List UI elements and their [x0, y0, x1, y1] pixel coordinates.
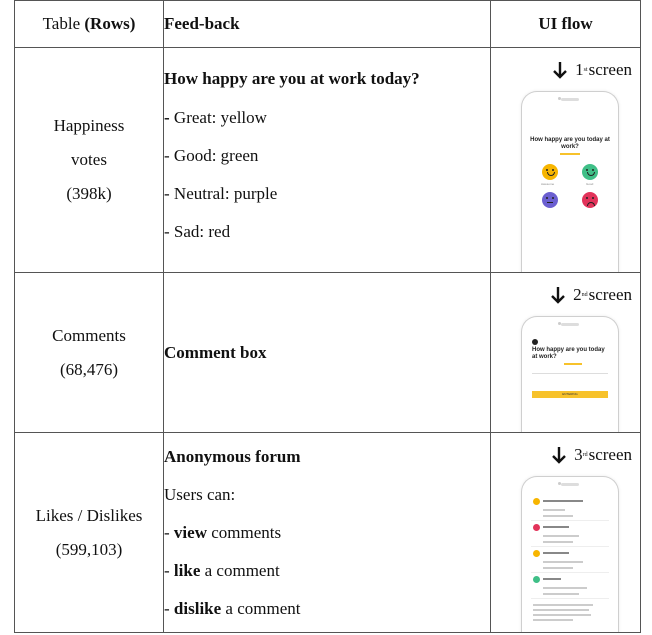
- table-row: [15, 433, 641, 633]
- row-name-line: (599,103): [55, 539, 123, 559]
- screen-label: 1 st screen: [553, 60, 632, 80]
- good-face-icon: [582, 164, 598, 180]
- great-face-icon: [542, 164, 558, 180]
- row-name: [15, 273, 164, 433]
- ui-flow-cell: [491, 433, 641, 633]
- phone-question: How happy are you today at work?: [530, 137, 610, 150]
- feedback-title: How happy are you at work today?: [164, 69, 420, 88]
- row-name-line: Likes / Dislikes: [35, 505, 143, 525]
- row-name-line: (398k): [66, 184, 112, 203]
- arrow-down-icon: [552, 446, 566, 464]
- feedback-item: - Sad: red: [164, 222, 231, 241]
- feedback-item: - like a comment: [164, 560, 280, 580]
- forum-post: [531, 575, 609, 597]
- arrow-down-icon: [553, 61, 567, 79]
- feedback-title: Comment box: [164, 342, 267, 362]
- row-name: [15, 433, 164, 633]
- ui-flow-cell: [491, 48, 641, 273]
- face-label: Good: [586, 182, 594, 186]
- feedback-item: - Neutral: purple: [164, 184, 278, 203]
- screen-label: 2 nd screen: [551, 285, 632, 305]
- enter-button: ENTERING: [532, 391, 608, 398]
- avatar: [532, 339, 538, 345]
- header-row: [15, 1, 641, 48]
- feedback-item: - dislike a comment: [164, 598, 301, 618]
- screen-label: 3 rd screen: [552, 445, 632, 465]
- forum-post: [531, 549, 609, 571]
- forum-post: [531, 601, 609, 623]
- neutral-face-icon: [542, 192, 558, 208]
- phone-question: How happy are you today at work?: [532, 347, 605, 360]
- ui-flow-cell: [491, 273, 641, 433]
- feedback-cell: [164, 433, 491, 633]
- phone-mockup-1: [521, 91, 619, 273]
- row-name-line: votes: [71, 150, 107, 169]
- feedback-table: [14, 0, 641, 633]
- feedback-item: - view comments: [164, 522, 282, 542]
- sad-face-icon: [582, 192, 598, 208]
- row-name-line: Happiness: [53, 116, 125, 135]
- header-table-rows: Table (Rows): [15, 1, 164, 48]
- forum-post: [531, 497, 609, 519]
- row-name-line: (68,476): [59, 359, 119, 379]
- feedback-intro: Users can:: [164, 484, 236, 504]
- row-name: [15, 48, 164, 273]
- row-name-line: Comments: [52, 325, 126, 345]
- feedback-item: - Great: yellow: [164, 108, 267, 127]
- forum-post: [531, 523, 609, 545]
- feedback-item: - Good: green: [164, 146, 259, 165]
- feedback-cell: [164, 273, 491, 433]
- feedback-cell: [164, 48, 491, 273]
- table-row: [15, 48, 641, 273]
- feedback-title: Anonymous forum: [164, 446, 301, 466]
- phone-mockup-2: [521, 316, 619, 433]
- face-label: Awesome: [541, 182, 555, 186]
- phone-mockup-3: [521, 476, 619, 633]
- arrow-down-icon: [551, 286, 565, 304]
- header-feedback: Feed-back: [164, 1, 491, 48]
- table-row: [15, 273, 641, 433]
- header-ui-flow: UI flow: [491, 1, 641, 48]
